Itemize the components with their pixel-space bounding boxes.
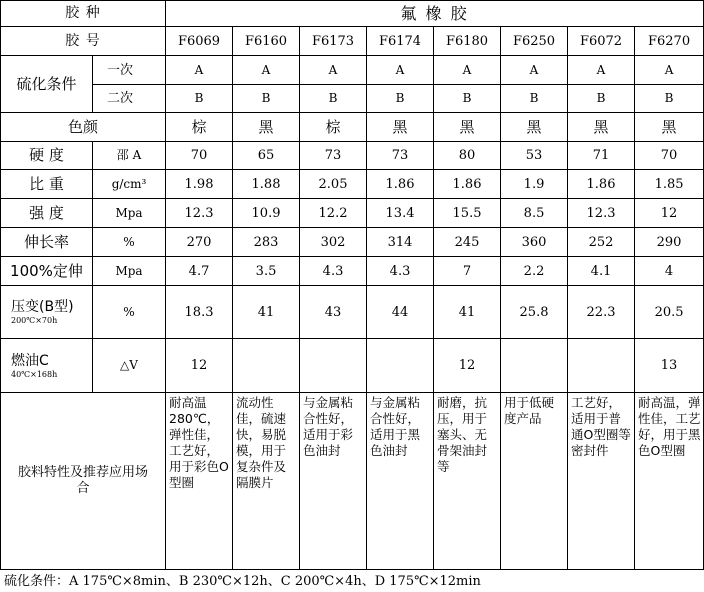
cure-first-cell: A: [568, 56, 635, 85]
features-cell: 耐高温，弹性佳，工艺好，用于黑色O型圈: [635, 393, 704, 570]
property-value: 13.4: [367, 199, 434, 228]
grade-label: 胶 号: [1, 27, 166, 56]
features-cell: 耐磨，抗压，用于塞头、无骨架油封等: [434, 393, 501, 570]
type-row: [1, 1, 704, 27]
property-value: 2.2: [501, 257, 568, 286]
cure-first-cell: A: [233, 56, 300, 85]
fuel-value: [367, 339, 434, 393]
property-row: [1, 170, 704, 199]
property-value: 80: [434, 142, 501, 170]
cure-second-cell: B: [166, 85, 233, 113]
grade-cell: F6174: [367, 27, 434, 56]
cure-first-row: [1, 56, 704, 85]
features-cell: 工艺好，适用于普通O型圈等密封件: [568, 393, 635, 570]
features-cell: 流动性佳，硫速快，易脱模，用于复杂件及隔膜片: [233, 393, 300, 570]
cure-second-row: [1, 85, 704, 113]
compression-value: 44: [367, 286, 434, 339]
cure-first-cell: A: [635, 56, 704, 85]
fuel-row: [1, 339, 704, 393]
cure-label: 硫化条件: [1, 56, 93, 113]
property-value: 3.5: [233, 257, 300, 286]
compression-row: [1, 286, 704, 339]
fuel-value: [300, 339, 367, 393]
property-value: 1.98: [166, 170, 233, 199]
compression-label: [1, 286, 93, 339]
features-label: 胶料特性及推荐应用场合: [1, 393, 166, 570]
property-label: 强 度: [1, 199, 93, 228]
compression-value: 22.3: [568, 286, 635, 339]
property-unit: Mpa: [93, 257, 166, 286]
cure-second-cell: B: [367, 85, 434, 113]
property-value: 1.86: [568, 170, 635, 199]
property-unit: Mpa: [93, 199, 166, 228]
property-label: 硬 度: [1, 142, 93, 170]
compression-value: 41: [233, 286, 300, 339]
grade-cell: F6069: [166, 27, 233, 56]
property-row: [1, 199, 704, 228]
property-value: 10.9: [233, 199, 300, 228]
property-value: 黑: [434, 113, 501, 142]
fuel-value: 13: [635, 339, 704, 393]
property-value: 7: [434, 257, 501, 286]
property-value: 黑: [233, 113, 300, 142]
property-unit: 邵 A: [93, 142, 166, 170]
property-value: 270: [166, 228, 233, 257]
property-value: 棕: [166, 113, 233, 142]
property-row: [1, 113, 704, 142]
property-value: 棕: [300, 113, 367, 142]
cure-first-label: 一次: [93, 56, 166, 85]
property-value: 252: [568, 228, 635, 257]
property-value: 4.3: [367, 257, 434, 286]
cure-second-cell: B: [300, 85, 367, 113]
property-value: 1.86: [434, 170, 501, 199]
property-value: 245: [434, 228, 501, 257]
cure-conditions-footnote: 硫化条件：A 175℃×8min、B 230℃×12h、C 200℃×4h、D 175℃×12min: [4, 574, 481, 589]
cure-second-cell: B: [434, 85, 501, 113]
grade-cell: F6180: [434, 27, 501, 56]
property-value: 2.05: [300, 170, 367, 199]
cure-first-cell: A: [166, 56, 233, 85]
fuel-unit: △V: [93, 339, 166, 393]
property-value: 黑: [367, 113, 434, 142]
cure-first-cell: A: [501, 56, 568, 85]
property-value: 1.86: [367, 170, 434, 199]
cure-second-cell: B: [568, 85, 635, 113]
features-cell: 用于低硬度产品: [501, 393, 568, 570]
property-row: [1, 142, 704, 170]
features-cell: 与金属粘合性好，适用于彩色油封: [300, 393, 367, 570]
cure-first-cell: A: [300, 56, 367, 85]
grade-row: [1, 27, 704, 56]
property-value: 70: [166, 142, 233, 170]
type-label: 胶 种: [1, 1, 166, 27]
compression-label-text: 压变(B型): [11, 299, 74, 315]
property-value: 12.3: [568, 199, 635, 228]
property-label: 100%定伸: [1, 257, 93, 286]
features-cell: 耐高温280℃，弹性佳，工艺好，用于彩色O型圈: [166, 393, 233, 570]
compression-value: 25.8: [501, 286, 568, 339]
grade-cell: F6250: [501, 27, 568, 56]
compression-condition: 200℃×70h: [11, 316, 58, 325]
property-label: 色颜: [1, 113, 166, 142]
property-unit: g/cm³: [93, 170, 166, 199]
cure-second-cell: B: [233, 85, 300, 113]
property-value: 黑: [635, 113, 704, 142]
property-label: 比 重: [1, 170, 93, 199]
property-value: 黑: [501, 113, 568, 142]
cure-second-label: 二次: [93, 85, 166, 113]
cure-second-cell: B: [501, 85, 568, 113]
features-cell: 与金属粘合性好，适用于黑色油封: [367, 393, 434, 570]
property-unit: %: [93, 228, 166, 257]
grade-cell: F6160: [233, 27, 300, 56]
property-value: 53: [501, 142, 568, 170]
compression-unit: %: [93, 286, 166, 339]
property-value: 302: [300, 228, 367, 257]
fuel-value: 12: [434, 339, 501, 393]
property-value: 15.5: [434, 199, 501, 228]
features-row: [1, 393, 704, 570]
cure-first-cell: A: [434, 56, 501, 85]
property-value: 71: [568, 142, 635, 170]
property-value: 1.85: [635, 170, 704, 199]
property-value: 12.3: [166, 199, 233, 228]
property-value: 314: [367, 228, 434, 257]
cure-first-cell: A: [367, 56, 434, 85]
property-value: 290: [635, 228, 704, 257]
property-value: 73: [367, 142, 434, 170]
property-value: 73: [300, 142, 367, 170]
grade-cell: F6270: [635, 27, 704, 56]
compression-value: 41: [434, 286, 501, 339]
property-value: 1.9: [501, 170, 568, 199]
property-value: 4.3: [300, 257, 367, 286]
property-row: [1, 228, 704, 257]
property-value: 1.88: [233, 170, 300, 199]
compression-value: 18.3: [166, 286, 233, 339]
property-value: 360: [501, 228, 568, 257]
property-value: 4.1: [568, 257, 635, 286]
type-value: 氟 橡 胶: [166, 1, 704, 27]
fuel-value: 12: [166, 339, 233, 393]
compression-value: 43: [300, 286, 367, 339]
property-value: 283: [233, 228, 300, 257]
cure-second-cell: B: [635, 85, 704, 113]
property-value: 4.7: [166, 257, 233, 286]
property-value: 70: [635, 142, 704, 170]
fuel-label: [1, 339, 93, 393]
fuel-value: [501, 339, 568, 393]
grade-cell: F6072: [568, 27, 635, 56]
grade-cell: F6173: [300, 27, 367, 56]
compression-value: 20.5: [635, 286, 704, 339]
fuel-value: [568, 339, 635, 393]
property-value: 12.2: [300, 199, 367, 228]
property-value: 65: [233, 142, 300, 170]
property-label: 伸长率: [1, 228, 93, 257]
property-value: 12: [635, 199, 704, 228]
fuel-value: [233, 339, 300, 393]
property-row: [1, 257, 704, 286]
property-value: 4: [635, 257, 704, 286]
property-value: 8.5: [501, 199, 568, 228]
fuel-label-text: 燃油C: [11, 352, 49, 369]
fuel-condition: 40℃×168h: [11, 369, 58, 379]
property-value: 黑: [568, 113, 635, 142]
